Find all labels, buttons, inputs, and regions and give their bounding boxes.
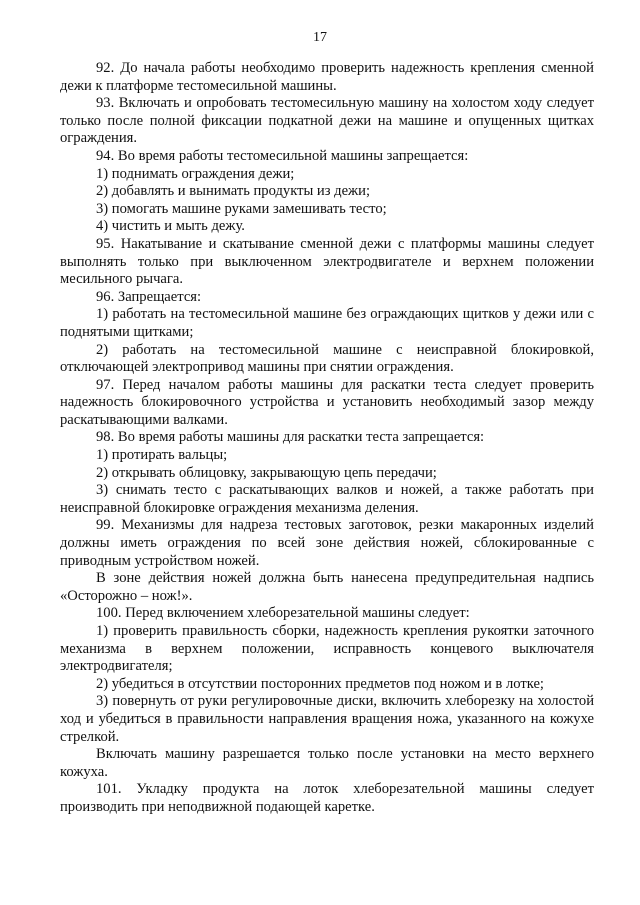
paragraph-cover-note: Включать машину разрешается только после установки на место верхнего кожуха. <box>60 746 594 780</box>
paragraph-99: 99. Механизмы для надреза тестовых заготовок, резки макаронных изделий должны иметь ограждения по всей зоне действия ножей, сблокированные с приводным устройством ножей. <box>60 517 594 569</box>
paragraph-100: 100. Перед включением хлеборезательной машины следует: <box>96 605 470 622</box>
list-item: 4) чистить и мыть дежу. <box>96 218 245 235</box>
list-item: 1) протирать вальцы; <box>96 447 228 464</box>
paragraph-101: 101. Укладку продукта на лоток хлеборезательной машины следует производить при неподвижной подающей каретке. <box>60 781 594 815</box>
list-item: 2) добавлять и вынимать продукты из дежи; <box>96 183 371 200</box>
paragraph-97: 97. Перед началом работы машины для раскатки теста следует проверить надежность блокировочного устройства и установить необходимый зазор между раскатывающими валками. <box>60 376 594 428</box>
paragraph-92: 92. До начала работы необходимо проверить надежность крепления сменной дежи к платформе тестомесильной машины. <box>60 60 594 94</box>
list-item: 1) проверить правильность сборки, надежность крепления рукоятки заточного механизма в верхнем положении, исправность концевого выключателя электродвигателя; <box>60 623 594 675</box>
list-item: 2) открывать облицовку, закрывающую цепь передачи; <box>96 464 437 481</box>
paragraph-96: 96. Запрещается: <box>96 288 202 305</box>
warning-paragraph: В зоне действия ножей должна быть нанесена предупредительная надпись «Осторожно – нож!». <box>60 570 594 604</box>
paragraph-93: 93. Включать и опробовать тестомесильную машину на холостом ходу следует только после полной фиксации подкатной дежи на машине и опущенных щитках ограждения. <box>60 95 594 147</box>
paragraph-94: 94. Во время работы тестомесильной машины запрещается: <box>96 147 469 164</box>
page-number: 17 <box>313 30 327 45</box>
list-item: 3) повернуть от руки регулировочные диски, включить хлеборезку на холостой ход и убедиться в правильности направления вращения ножа, указанного на кожухе стрелкой. <box>60 693 594 745</box>
list-item: 1) работать на тестомесильной машине без ограждающих щитков у дежи или с поднятыми щитками; <box>60 306 594 340</box>
list-item: 2) убедиться в отсутствии посторонних предметов под ножом и в лотке; <box>96 675 544 692</box>
list-item: 2) работать на тестомесильной машине с неисправной блокировкой, отключающей электропривод машины при снятии ограждения. <box>60 341 594 376</box>
list-item: 3) помогать машине руками замешивать тесто; <box>96 200 387 217</box>
paragraph-95: 95. Накатывание и скатывание сменной дежи с платформы машины следует выполнять только при выключенном электродвигателе и верхнем положении месильного рычага. <box>60 235 594 288</box>
list-item: 1) поднимать ограждения дежи; <box>96 165 295 182</box>
paragraph-98: 98. Во время работы машины для раскатки теста запрещается: <box>96 429 485 446</box>
page-body <box>60 60 594 817</box>
list-item: 3) снимать тесто с раскатывающих валков и ножей, а также работать при неисправной блокировке ограждения механизма деления. <box>60 482 594 516</box>
